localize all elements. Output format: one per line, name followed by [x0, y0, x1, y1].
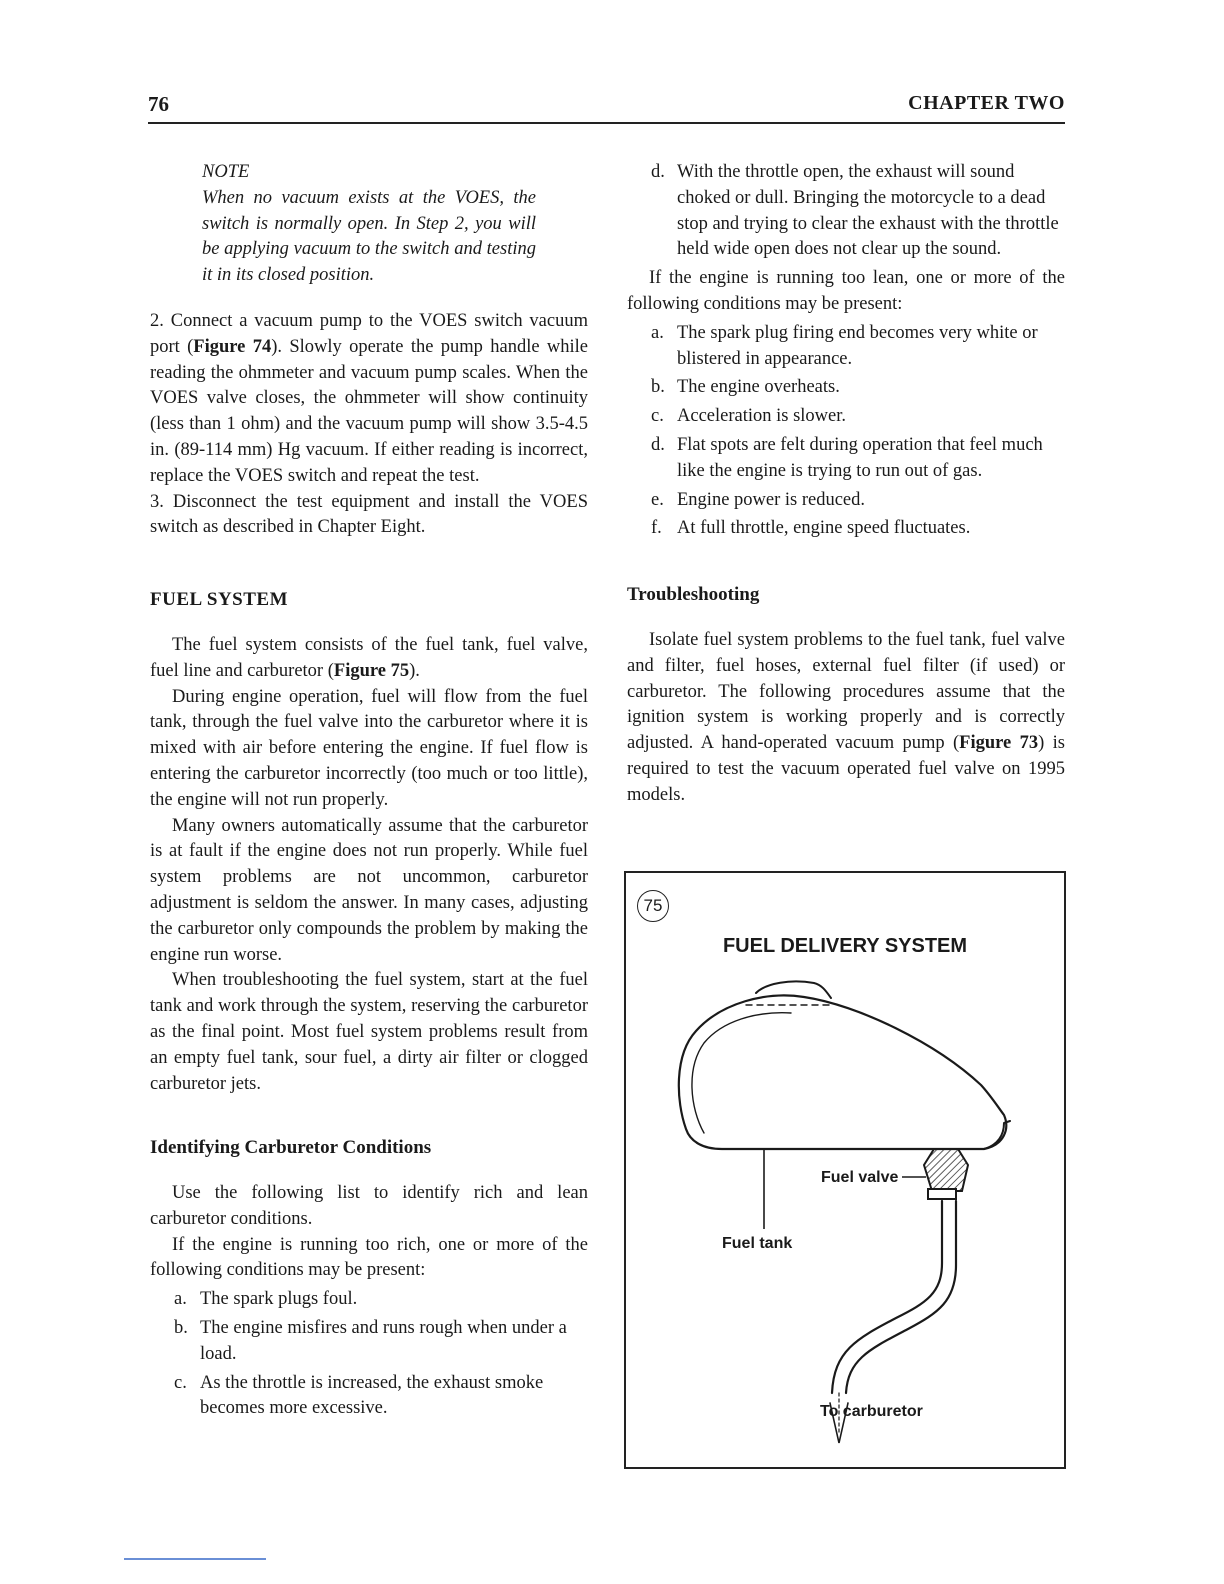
list-item: b. The engine overheats. — [651, 377, 840, 398]
paragraph: When troubleshooting the fuel system, start at the fuel tank and work through the system, reserving the carburetor as the final point. Most fuel system problems result from an empty fuel tank, sour fuel, a dirty air filter or clogged carburetor jets. — [150, 970, 588, 1094]
section-title-fuel-system: FUEL SYSTEM — [150, 589, 289, 611]
label-to-carburetor: To carburetor — [820, 1403, 923, 1420]
subhead-identifying-carburetor: Identifying Carburetor Conditions — [150, 1137, 432, 1159]
fuel-tank-outline — [679, 995, 1006, 1149]
note-title: NOTE — [202, 162, 250, 182]
subhead-troubleshooting: Troubleshooting — [627, 584, 760, 606]
list-item: e. Engine power is reduced. — [651, 489, 866, 510]
figure-number-badge: 75 — [637, 890, 669, 922]
paragraph: The fuel system consists of the fuel tank, fuel valve, fuel line and carburetor (Figure 75). — [150, 634, 588, 681]
list-item: c. Acceleration is slower. — [651, 406, 847, 427]
label-fuel-valve: Fuel valve — [821, 1169, 899, 1186]
paragraph: Isolate fuel system problems to the fuel tank, fuel valve and filter, fuel hoses, external fuel filter (if used) or carburetor. The following procedures assume that the ignition system is working properly and is correctly adjusted. A hand-operated vacuum pump (Figure 73) is required to test the vacuum operated fuel valve on 1995 models. — [627, 629, 1066, 805]
list-item: d. Flat spots are felt during operation that feel much like the engine is trying to run out of gas. — [651, 434, 1043, 481]
fuel-valve-shape — [924, 1149, 968, 1199]
list-item: f. At full throttle, engine speed fluctuates. — [651, 518, 971, 539]
lean-conditions-list — [627, 321, 1065, 542]
figure-ref: Figure 73 — [959, 733, 1039, 754]
list-item: a. The spark plugs foul. — [174, 1289, 358, 1310]
figure-ref: Figure 74 — [193, 336, 272, 357]
paragraph: Use the following list to identify rich and lean carburetor conditions. — [150, 1183, 588, 1229]
chapter-title: CHAPTER TWO — [908, 92, 1065, 114]
right-column — [627, 160, 1065, 809]
rich-conditions-list — [150, 1287, 588, 1422]
rich-conditions-list-continued — [627, 160, 1065, 263]
list-item: a. The spark plug firing end becomes very white or blistered in appearance. — [651, 322, 1038, 369]
paragraph: If the engine is running too lean, one or more of the following conditions may be present: — [627, 268, 1065, 314]
step-3: 3. Disconnect the test equipment and install the VOES switch as described in Chapter Eight. — [150, 491, 588, 538]
paragraph: Many owners automatically assume that the carburetor is at fault if the engine does not run properly. While fuel system problems are not uncommon, carburetor adjustment is seldom the answer. In many cases, adjusting the carburetor only compounds the problem by making the engine run worse. — [150, 815, 588, 965]
list-item: b. The engine misfires and runs rough when under a load. — [174, 1318, 567, 1364]
figure-75 — [624, 871, 1066, 1469]
fuel-line-outer — [832, 1201, 942, 1393]
figure-ref: Figure 75 — [333, 660, 410, 681]
list-item: d. With the throttle open, the exhaust will sound choked or dull. Bringing the motorcycle to a dead stop and trying to clear the exhaust with the throttle held wide open does not clear up the sound. — [651, 162, 1059, 260]
paragraph: During engine operation, fuel will flow from the fuel tank, through the fuel valve into the carburetor where it is mixed with air before entering the engine. If fuel flow is entering the carburetor incorrectly (too much or too little), the engine will not run properly. — [150, 686, 588, 810]
page-number: 76 — [148, 92, 169, 116]
label-fuel-tank: Fuel tank — [722, 1235, 793, 1252]
figure-title: FUEL DELIVERY SYSTEM — [722, 935, 968, 957]
footer-rule — [124, 1558, 266, 1560]
step-2: 2. Connect a vacuum pump to the VOES switch vacuum port (Figure 74). Slowly operate the pump handle while reading the ohmmeter and vacuum pump scales. When the VOES valve closes, the ohmmeter will show continuity (less than 1 ohm) and the vacuum pump will show 3.5-4.5 in. (89-114 mm) Hg vacuum. If either reading is incorrect, replace the VOES switch and repeat the test. — [150, 310, 588, 486]
fuel-line-inner — [846, 1201, 956, 1393]
note-body: When no vacuum exists at the VOES, the switch is normally open. In Step 2, you will be applying vacuum to the switch and testing it in its closed position. — [202, 187, 536, 286]
left-column — [150, 160, 588, 1425]
list-item: c. As the throttle is increased, the exhaust smoke becomes more excessive. — [174, 1372, 544, 1419]
paragraph: If the engine is running too rich, one or more of the following conditions may be present: — [150, 1234, 588, 1281]
note-box — [202, 160, 536, 289]
page-header — [148, 92, 1065, 124]
